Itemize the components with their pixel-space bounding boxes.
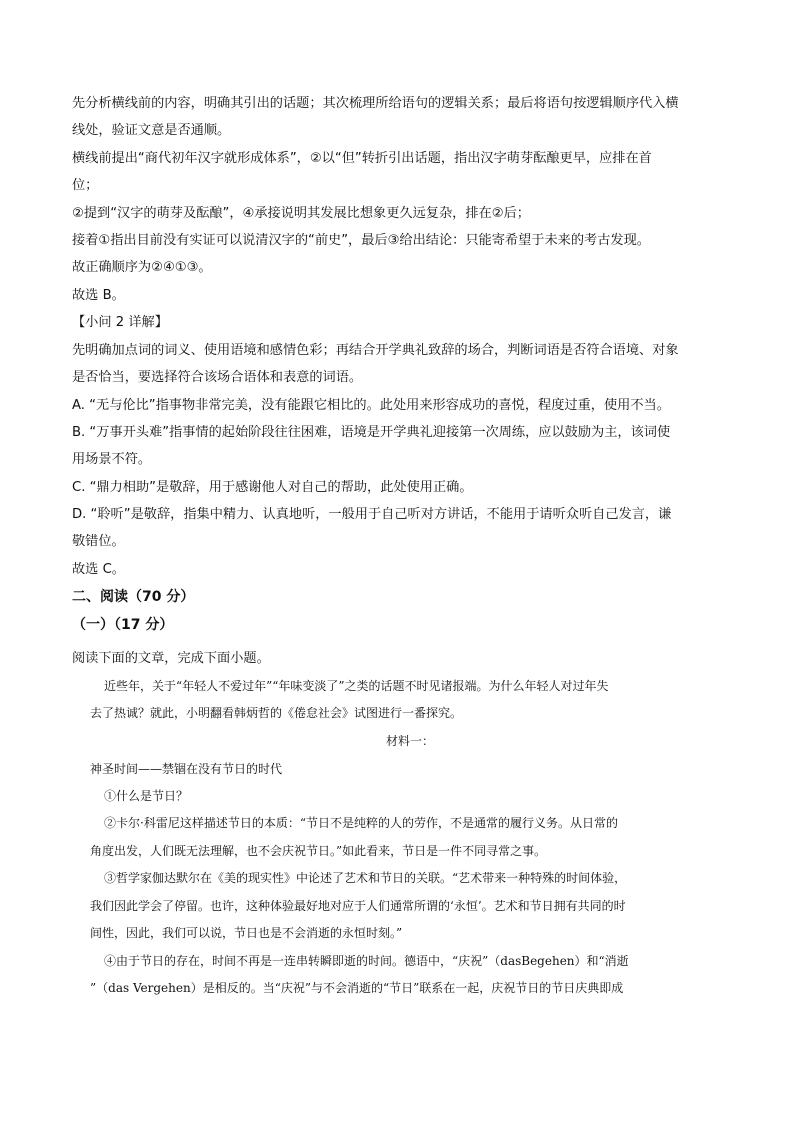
passage-paragraph-3-line: 间性，因此，我们可以说，节日也是不会消逝的永恒时刻。” <box>90 926 403 940</box>
analysis-line: 故正确顺序为②④①③。 <box>72 260 212 275</box>
passage-paragraph-3-line: 我们因此学会了停留。也许，这种体验最好地对应于人们通常所谓的‘永恒’。艺术和节日拥有共同的时 <box>90 899 626 913</box>
analysis-line: ②提到“汉字的萌芽及酝酿”，④承接说明其发展比想象更久远复杂，排在②后； <box>72 206 530 221</box>
passage-question-1: ①什么是节日？ <box>104 789 189 803</box>
material-label: 材料一： <box>386 734 435 748</box>
reading-instruction: 阅读下面的文章，完成下面小题。 <box>72 651 270 666</box>
analysis-line: 接着①指出目前没有实证可以说清汉字的“前史”，最后③给出结论：只能寄希望于未来的考古发现。 <box>72 233 650 248</box>
option-d-line: 敬错位。 <box>72 534 125 549</box>
analysis-line: 先分析横线前的内容，明确其引出的话题；其次梳理所给语句的逻辑关系；最后将语句按逻辑顺序代入横 <box>72 96 679 111</box>
passage-paragraph-2-line: 角度出发，人们既无法理解，也不会庆祝节日。”如此看来，节日是一件不同寻常之事。 <box>90 844 547 858</box>
passage-paragraph-4-line: ”（das Vergehen）是相反的。当“庆祝”与不会消逝的“节日”联系在一起，庆祝节日的节日庆典即成 <box>90 981 624 995</box>
passage-intro-line: 近些年，关于“年轻人不爱过年”“年味变淡了”之类的话题不时见诸报端。为什么年轻人对过年失 <box>104 679 609 693</box>
option-b-line: 用场景不符。 <box>72 452 152 467</box>
analysis-line: 位； <box>72 178 99 193</box>
answer-line: 故选 B。 <box>72 288 125 303</box>
q2-intro-line: 是否恰当，要选择符合该场合语体和表意的词语。 <box>72 370 363 385</box>
option-a: A. “无与伦比”指事物非常完美，没有能跟它相比的。此处用来形容成功的喜悦，程度过重，使用不当。 <box>72 398 670 413</box>
passage-subtitle: 神圣时间——禁锢在没有节日的时代 <box>90 762 283 776</box>
passage-paragraph-2-line: ②卡尔·科雷尼这样描述节日的本质：“节日不是纯粹的人的劳作，不是通常的履行义务。从日常的 <box>104 816 618 830</box>
section-title: 二、阅读（70 分） <box>72 589 195 605</box>
option-b-line: B. “万事开头难”指事情的起始阶段往往困难，语境是开学典礼迎接第一次周练，应以鼓励为主，该词使 <box>72 425 671 440</box>
q2-intro-line: 先明确加点词的词义、使用语境和感情色彩；再结合开学典礼致辞的场合，判断词语是否符合语境、对象 <box>72 343 679 358</box>
answer-line: 故选 C。 <box>72 562 125 577</box>
passage-paragraph-4-line: ④由于节日的存在，时间不再是一连串转瞬即逝的时间。德语中，“庆祝”（dasBegehen）和“消逝 <box>104 954 629 968</box>
option-c: C. “鼎力相助”是敬辞，用于感谢他人对自己的帮助，此处使用正确。 <box>72 480 473 495</box>
analysis-line: 线处，验证文意是否通顺。 <box>72 123 231 138</box>
q2-heading: 【小问 2 详解】 <box>72 315 168 330</box>
analysis-line: 横线前提出“商代初年汉字就形成体系”，②以“但”转折引出话题，指出汉字萌芽酝酿更早，应排在首 <box>72 151 652 166</box>
option-d-line: D. “聆听”是敬辞，指集中精力、认真地听，一般用于自己听对方讲话，不能用于请听众听自己发言，谦 <box>72 507 672 522</box>
passage-intro-line: 去了热诚？就此，小明翻看韩炳哲的《倦怠社会》试图进行一番探究。 <box>90 706 463 720</box>
passage-paragraph-3-line: ③哲学家伽达默尔在《美的现实性》中论述了艺术和节日的关联。“艺术带来一种特殊的时间体验， <box>104 871 627 885</box>
subsection-title: （一）（17 分） <box>72 617 174 633</box>
